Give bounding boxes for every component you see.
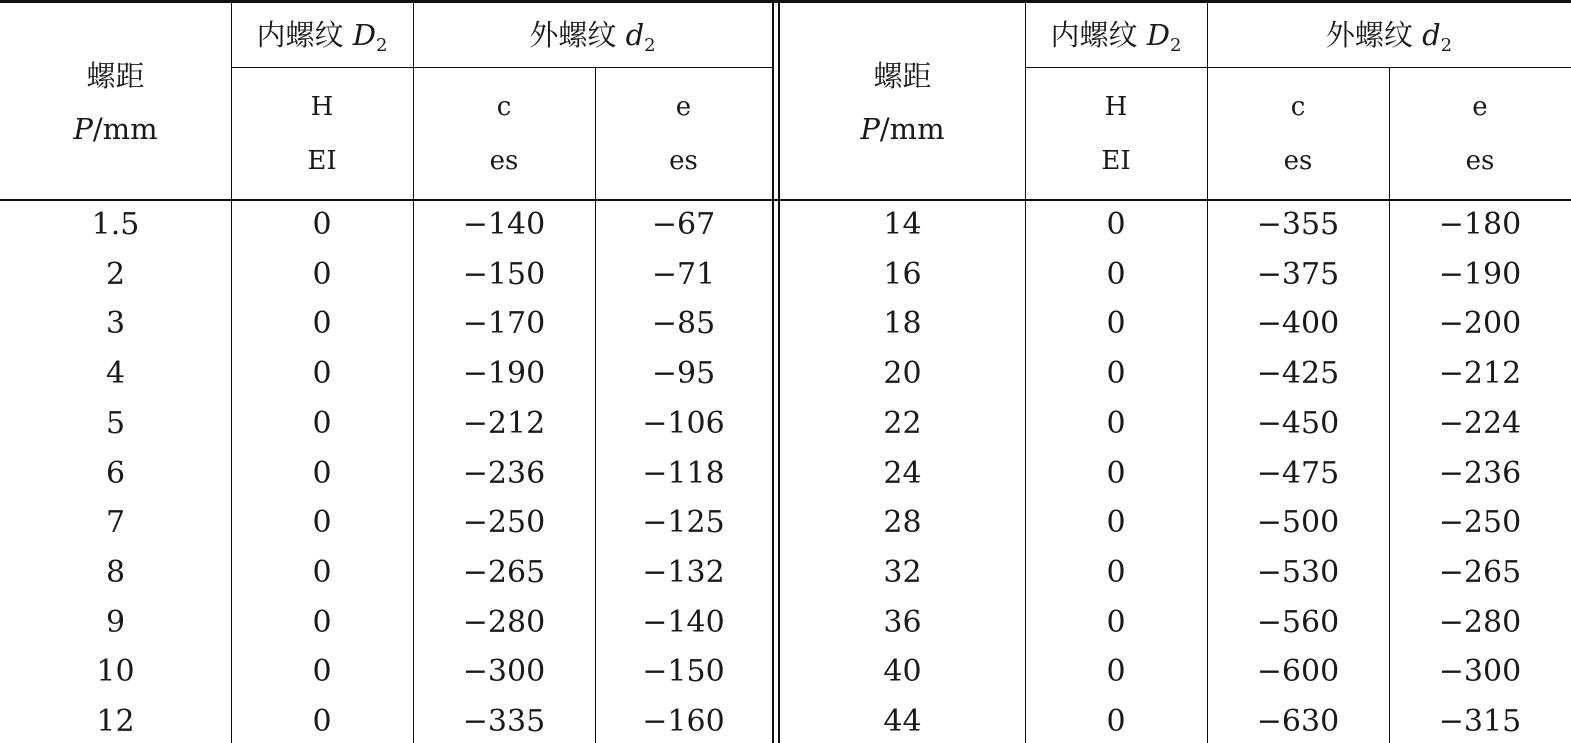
right-table-cell-c-es: −375 [1256, 257, 1340, 292]
right-table-cell-e-es: −180 [1438, 207, 1522, 242]
left-table-cell-H-EI: 0 [312, 654, 332, 689]
left-table-cell-c-es: −300 [462, 654, 546, 689]
pitch-unit: /mm [92, 112, 158, 146]
left-table-cell-c-es: −236 [462, 456, 546, 491]
right-table-cell-c-es: −530 [1256, 555, 1340, 590]
double-rule-a [772, 3, 774, 743]
right-table-cell-H-EI: 0 [1106, 257, 1126, 292]
right-table-cell-e-es: −236 [1438, 456, 1522, 491]
external-label: 外螺纹 [529, 18, 617, 52]
left-table-cell-H-EI: 0 [312, 605, 332, 640]
col-e-bottom: es [669, 146, 698, 176]
internal-sub-right: 2 [1170, 35, 1182, 56]
internal-var-right: D [1146, 18, 1171, 52]
right-table-cell-H-EI: 0 [1106, 306, 1126, 341]
left-table-cell-e-es: −71 [651, 257, 716, 292]
col-e-bottom-right: es [1465, 146, 1495, 176]
left-table-cell-pitch: 10 [96, 654, 135, 689]
right-table-cell-H-EI: 0 [1106, 456, 1126, 491]
right-table-cell-H-EI: 0 [1106, 505, 1126, 540]
right-table-cell-H-EI: 0 [1106, 406, 1126, 441]
external-sub-right: 2 [1440, 35, 1453, 56]
right-table-cell-c-es: −425 [1256, 356, 1340, 391]
col-e-top: e [675, 92, 692, 122]
left-table-cell-c-es: −190 [462, 356, 546, 391]
right-table-cell-pitch: 22 [883, 406, 922, 441]
left-table-cell-e-es: −118 [642, 456, 725, 491]
col-c-top-right: c [1290, 92, 1306, 122]
right-table-cell-c-es: −630 [1256, 704, 1340, 739]
left-table-cell-c-es: −150 [462, 257, 546, 292]
right-table-cell-pitch: 36 [883, 605, 922, 640]
internal-label: 内螺纹 [256, 18, 344, 52]
right-table-cell-c-es: −400 [1256, 306, 1340, 341]
right-table-cell-H-EI: 0 [1106, 207, 1126, 242]
group-header-rule-right [1025, 67, 1571, 68]
left-table-cell-e-es: −125 [642, 505, 725, 540]
right-table-cell-H-EI: 0 [1106, 605, 1126, 640]
group-header-rule-left [231, 67, 772, 68]
col-c-top: c [496, 92, 512, 122]
left-table-cell-pitch: 1.5 [91, 207, 140, 242]
left-table-cell-H-EI: 0 [312, 704, 332, 739]
left-table-cell-H-EI: 0 [312, 555, 332, 590]
left-table-cell-pitch: 12 [96, 704, 135, 739]
right-table-cell-H-EI: 0 [1106, 654, 1126, 689]
col-H-top-right: H [1104, 92, 1128, 122]
right-table-cell-e-es: −265 [1438, 555, 1522, 590]
right-table-cell-c-es: −475 [1256, 456, 1340, 491]
external-sub: 2 [644, 35, 656, 56]
left-table-cell-H-EI: 0 [312, 306, 332, 341]
external-thread-header-right [1207, 17, 1571, 64]
left-table-cell-e-es: −106 [642, 406, 725, 441]
right-table-cell-c-es: −500 [1256, 505, 1340, 540]
right-table-cell-pitch: 18 [883, 306, 922, 341]
right-table-cell-e-es: −300 [1438, 654, 1522, 689]
top-rule [0, 0, 1571, 3]
col-H-bottom: EI [307, 146, 337, 176]
left-table-cell-e-es: −132 [642, 555, 725, 590]
left-table-cell-e-es: −150 [642, 654, 725, 689]
left-table-cell-e-es: −85 [651, 306, 716, 341]
right-table-cell-e-es: −212 [1438, 356, 1522, 391]
pitch-unit-right: /mm [879, 112, 945, 146]
left-table-cell-c-es: −280 [462, 605, 546, 640]
right-table-cell-pitch: 16 [883, 257, 922, 292]
col-H-bottom-right: EI [1101, 146, 1131, 176]
col-H-top: H [310, 92, 334, 122]
right-table-cell-c-es: −355 [1256, 207, 1340, 242]
left-table-cell-e-es: −140 [642, 605, 725, 640]
left-table-cell-H-EI: 0 [312, 257, 332, 292]
left-table-cell-e-es: −95 [651, 356, 716, 391]
right-table-cell-pitch: 14 [883, 207, 922, 242]
left-table-cell-pitch: 9 [105, 605, 126, 640]
left-table-cell-c-es: −170 [462, 306, 546, 341]
left-table-cell-pitch: 3 [105, 306, 126, 341]
right-table-cell-pitch: 40 [883, 654, 922, 689]
left-table-cell-pitch: 5 [105, 406, 126, 441]
pitch-header-label-right: 螺距 [873, 59, 932, 93]
header-bottom-rule [0, 199, 1571, 201]
external-var-right: d [1422, 18, 1441, 52]
right-table-cell-pitch: 20 [883, 356, 922, 391]
left-table-cell-e-es: −160 [642, 704, 725, 739]
pitch-header-unit [0, 111, 231, 147]
left-table-cell-H-EI: 0 [312, 456, 332, 491]
left-table-cell-H-EI: 0 [312, 505, 332, 540]
left-table-cell-c-es: −212 [462, 406, 546, 441]
left-table-cell-pitch: 6 [105, 456, 126, 491]
col-e-top-right: e [1472, 92, 1488, 122]
left-table-cell-pitch: 7 [105, 505, 126, 540]
right-table-cell-c-es: −600 [1256, 654, 1340, 689]
left-table-cell-pitch: 8 [105, 555, 126, 590]
right-table-cell-H-EI: 0 [1106, 356, 1126, 391]
left-table-cell-c-es: −250 [462, 505, 546, 540]
internal-label-right: 内螺纹 [1050, 18, 1138, 52]
right-table-cell-e-es: −200 [1438, 306, 1522, 341]
right-table-cell-H-EI: 0 [1106, 555, 1126, 590]
pitch-var-right: P [860, 112, 880, 146]
pitch-header-label: 螺距 [86, 59, 145, 93]
right-table-cell-H-EI: 0 [1106, 704, 1126, 739]
left-table-cell-e-es: −67 [651, 207, 716, 242]
left-table-cell-c-es: −335 [462, 704, 546, 739]
pitch-header-unit-right [780, 111, 1025, 147]
internal-sub: 2 [376, 35, 388, 56]
left-table-cell-H-EI: 0 [312, 207, 332, 242]
right-table-cell-e-es: −315 [1438, 704, 1522, 739]
left-table-cell-pitch: 2 [105, 257, 126, 292]
internal-var: D [352, 18, 377, 52]
external-var: d [625, 18, 645, 52]
internal-thread-header [231, 17, 413, 64]
right-table-cell-e-es: −250 [1438, 505, 1522, 540]
left-table-cell-c-es: −265 [462, 555, 546, 590]
right-table-cell-pitch: 28 [883, 505, 922, 540]
right-table-cell-e-es: −190 [1438, 257, 1522, 292]
internal-thread-header-right [1025, 17, 1207, 64]
right-table-cell-pitch: 32 [883, 555, 922, 590]
right-table-cell-pitch: 24 [883, 456, 922, 491]
left-table-cell-H-EI: 0 [312, 356, 332, 391]
right-table-cell-e-es: −224 [1438, 406, 1522, 441]
external-thread-header [413, 17, 772, 64]
right-table-cell-c-es: −560 [1256, 605, 1340, 640]
left-table-cell-pitch: 4 [105, 356, 126, 391]
right-table-cell-pitch: 44 [883, 704, 922, 739]
right-table-cell-e-es: −280 [1438, 605, 1522, 640]
external-label-right: 外螺纹 [1325, 18, 1413, 52]
left-table-cell-c-es: −140 [462, 207, 546, 242]
pitch-var: P [73, 112, 93, 146]
right-table-cell-c-es: −450 [1256, 406, 1340, 441]
col-c-bottom-right: es [1283, 146, 1313, 176]
left-table-cell-H-EI: 0 [312, 406, 332, 441]
col-c-bottom: es [489, 146, 519, 176]
